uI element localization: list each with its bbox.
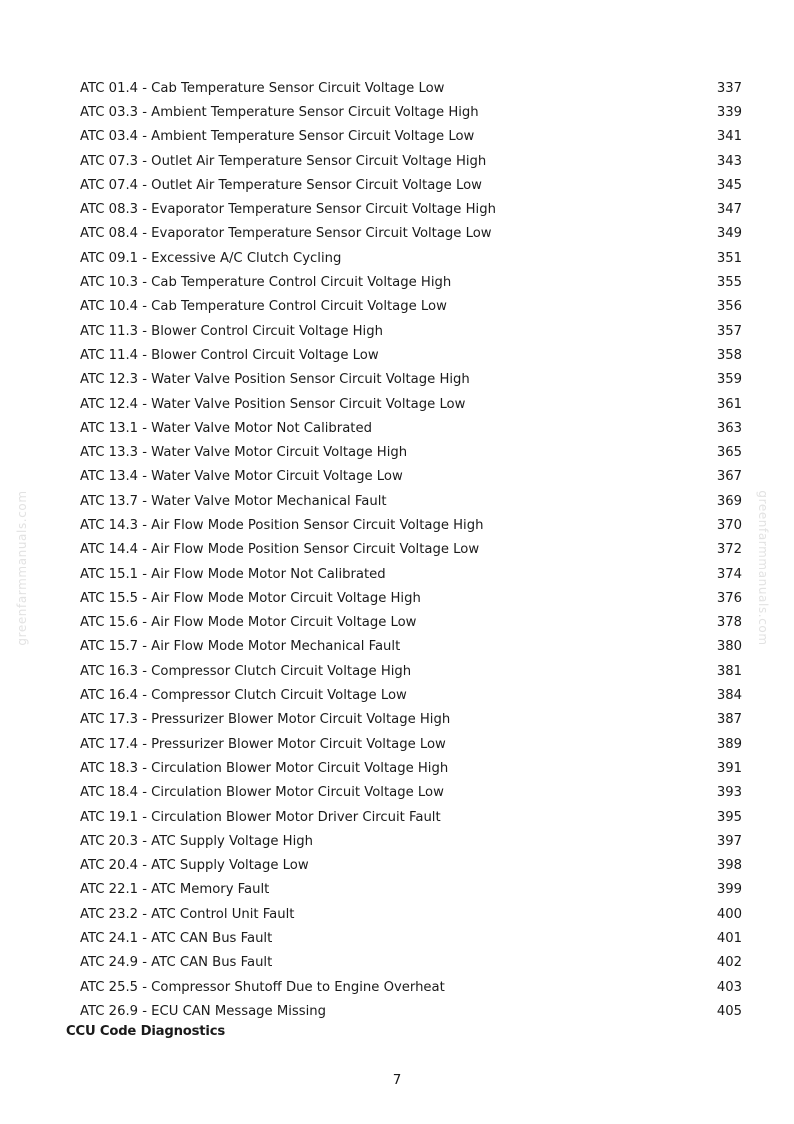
toc-entry[interactable] — [80, 319, 742, 343]
toc-entry[interactable] — [80, 951, 742, 975]
toc-entry-title: ATC 15.1 - Air Flow Mode Motor Not Calibrated — [80, 566, 386, 582]
toc-entry-title: ATC 13.1 - Water Valve Motor Not Calibrated — [80, 420, 372, 436]
toc-entry-title: ATC 10.4 - Cab Temperature Control Circuit Voltage Low — [80, 299, 447, 315]
toc-entry-title: ATC 10.3 - Cab Temperature Control Circuit Voltage High — [80, 275, 452, 291]
toc-entry[interactable] — [80, 854, 742, 878]
toc-entry-page: 355 — [716, 275, 742, 291]
section-heading[interactable]: CCU Code Diagnostics — [66, 1024, 225, 1039]
toc-entry-page: 357 — [716, 323, 742, 339]
toc-entry-title: ATC 15.7 - Air Flow Mode Motor Mechanical Fault — [80, 639, 401, 655]
toc-entry[interactable] — [80, 173, 742, 197]
toc-entry[interactable] — [80, 756, 742, 780]
toc-entry[interactable] — [80, 100, 742, 124]
toc-entry[interactable] — [80, 732, 742, 756]
toc-entry-page: 384 — [716, 688, 742, 704]
toc-entry[interactable] — [80, 781, 742, 805]
toc-entry-title: ATC 01.4 - Cab Temperature Sensor Circuit Voltage Low — [80, 80, 445, 96]
toc-entry-page: 389 — [716, 736, 742, 752]
toc-entry[interactable] — [80, 708, 742, 732]
toc-entry-page: 339 — [716, 104, 742, 120]
toc-entry[interactable] — [80, 222, 742, 246]
toc-entry-page: 400 — [716, 906, 742, 922]
toc-entry-page: 347 — [716, 202, 742, 218]
toc-entry-page: 387 — [716, 712, 742, 728]
toc-entry-title: ATC 17.3 - Pressurizer Blower Motor Circuit Voltage High — [80, 712, 451, 728]
toc-entry[interactable] — [80, 465, 742, 489]
toc-entry[interactable] — [80, 999, 742, 1023]
toc-entry[interactable] — [80, 149, 742, 173]
toc-entry[interactable] — [80, 368, 742, 392]
toc-entry-page: 397 — [716, 833, 742, 849]
toc-entry-title: ATC 15.6 - Air Flow Mode Motor Circuit Voltage Low — [80, 615, 417, 631]
table-of-contents — [80, 76, 742, 1024]
toc-entry-title: ATC 16.3 - Compressor Clutch Circuit Voltage High — [80, 663, 412, 679]
toc-entry-title: ATC 20.4 - ATC Supply Voltage Low — [80, 858, 309, 874]
toc-entry-page: 393 — [716, 785, 742, 801]
toc-entry-title: ATC 03.4 - Ambient Temperature Sensor Circuit Voltage Low — [80, 129, 475, 145]
toc-entry[interactable] — [80, 926, 742, 950]
toc-entry[interactable] — [80, 635, 742, 659]
toc-entry-page: 365 — [716, 445, 742, 461]
toc-entry-title: ATC 26.9 - ECU CAN Message Missing — [80, 1003, 327, 1019]
toc-entry[interactable] — [80, 440, 742, 464]
toc-entry-title: ATC 08.4 - Evaporator Temperature Sensor Circuit Voltage Low — [80, 226, 492, 242]
toc-entry-page: 395 — [716, 809, 742, 825]
toc-entry-page: 372 — [716, 542, 742, 558]
toc-entry-page: 363 — [716, 420, 742, 436]
toc-entry-title: ATC 11.3 - Blower Control Circuit Voltage High — [80, 323, 383, 339]
toc-entry-page: 399 — [716, 882, 742, 898]
toc-entry-page: 337 — [716, 80, 742, 96]
toc-entry-title: ATC 14.4 - Air Flow Mode Position Sensor Circuit Voltage Low — [80, 542, 480, 558]
toc-entry[interactable] — [80, 392, 742, 416]
toc-entry-page: 381 — [716, 663, 742, 679]
toc-entry-title: ATC 18.4 - Circulation Blower Motor Circuit Voltage Low — [80, 785, 444, 801]
toc-entry-page: 376 — [716, 590, 742, 606]
toc-entry-page: 361 — [716, 396, 742, 412]
toc-entry-title: ATC 18.3 - Circulation Blower Motor Circuit Voltage High — [80, 760, 449, 776]
toc-entry[interactable] — [80, 562, 742, 586]
toc-entry-title: ATC 07.4 - Outlet Air Temperature Sensor Circuit Voltage Low — [80, 177, 482, 193]
toc-entry-title: ATC 24.1 - ATC CAN Bus Fault — [80, 931, 273, 947]
toc-entry-page: 403 — [716, 979, 742, 995]
toc-entry-page: 349 — [716, 226, 742, 242]
toc-entry-title: ATC 25.5 - Compressor Shutoff Due to Engine Overheat — [80, 979, 445, 995]
toc-entry-page: 343 — [716, 153, 742, 169]
toc-entry-title: ATC 13.7 - Water Valve Motor Mechanical Fault — [80, 493, 387, 509]
toc-entry-page: 380 — [716, 639, 742, 655]
toc-entry[interactable] — [80, 416, 742, 440]
toc-entry-title: ATC 12.3 - Water Valve Position Sensor Circuit Voltage High — [80, 372, 470, 388]
watermark-left: greenfarmmanuals.com — [15, 490, 29, 646]
toc-entry-page: 374 — [716, 566, 742, 582]
toc-entry-title: ATC 13.3 - Water Valve Motor Circuit Voltage High — [80, 445, 408, 461]
toc-entry-title: ATC 03.3 - Ambient Temperature Sensor Circuit Voltage High — [80, 104, 479, 120]
toc-entry-title: ATC 15.5 - Air Flow Mode Motor Circuit Voltage High — [80, 590, 421, 606]
toc-entry[interactable] — [80, 683, 742, 707]
toc-entry[interactable] — [80, 197, 742, 221]
toc-entry-page: 345 — [716, 177, 742, 193]
toc-entry-page: 401 — [716, 931, 742, 947]
toc-entry[interactable] — [80, 270, 742, 294]
toc-entry-page: 359 — [716, 372, 742, 388]
toc-entry-title: ATC 24.9 - ATC CAN Bus Fault — [80, 955, 273, 971]
toc-entry-page: 402 — [716, 955, 742, 971]
toc-entry[interactable] — [80, 878, 742, 902]
toc-entry[interactable] — [80, 76, 742, 100]
toc-entry-page: 356 — [716, 299, 742, 315]
toc-entry-title: ATC 16.4 - Compressor Clutch Circuit Voltage Low — [80, 688, 407, 704]
toc-entry-title: ATC 11.4 - Blower Control Circuit Voltage Low — [80, 347, 379, 363]
toc-entry-page: 351 — [716, 250, 742, 266]
toc-entry-title: ATC 20.3 - ATC Supply Voltage High — [80, 833, 313, 849]
toc-entry[interactable] — [80, 538, 742, 562]
toc-entry-title: ATC 13.4 - Water Valve Motor Circuit Voltage Low — [80, 469, 403, 485]
toc-entry[interactable] — [80, 295, 742, 319]
page-number: 7 — [392, 1072, 402, 1088]
toc-entry-title: ATC 14.3 - Air Flow Mode Position Sensor Circuit Voltage High — [80, 517, 484, 533]
toc-entry[interactable] — [80, 805, 742, 829]
toc-entry[interactable] — [80, 902, 742, 926]
toc-entry[interactable] — [80, 246, 742, 270]
toc-entry-page: 358 — [716, 347, 742, 363]
toc-entry[interactable] — [80, 659, 742, 683]
toc-entry[interactable] — [80, 125, 742, 149]
toc-entry-title: ATC 07.3 - Outlet Air Temperature Sensor Circuit Voltage High — [80, 153, 487, 169]
toc-entry-page: 398 — [716, 858, 742, 874]
toc-entry-page: 378 — [716, 615, 742, 631]
toc-entry[interactable] — [80, 343, 742, 367]
toc-entry[interactable] — [80, 611, 742, 635]
toc-entry-page: 405 — [716, 1003, 742, 1019]
toc-entry[interactable] — [80, 513, 742, 537]
toc-entry-title: ATC 09.1 - Excessive A/C Clutch Cycling — [80, 250, 342, 266]
watermark-right: greenfarmmanuals.com — [756, 490, 770, 646]
toc-entry[interactable] — [80, 829, 742, 853]
toc-entry-page: 367 — [716, 469, 742, 485]
toc-entry-title: ATC 08.3 - Evaporator Temperature Sensor Circuit Voltage High — [80, 202, 496, 218]
toc-entry[interactable] — [80, 489, 742, 513]
toc-entry[interactable] — [80, 586, 742, 610]
toc-entry-page: 391 — [716, 760, 742, 776]
toc-entry-page: 341 — [716, 129, 742, 145]
toc-entry-title: ATC 17.4 - Pressurizer Blower Motor Circuit Voltage Low — [80, 736, 446, 752]
toc-entry[interactable] — [80, 975, 742, 999]
toc-entry-title: ATC 19.1 - Circulation Blower Motor Driver Circuit Fault — [80, 809, 441, 825]
toc-entry-title: ATC 22.1 - ATC Memory Fault — [80, 882, 270, 898]
toc-entry-page: 369 — [716, 493, 742, 509]
toc-entry-title: ATC 23.2 - ATC Control Unit Fault — [80, 906, 295, 922]
toc-entry-title: ATC 12.4 - Water Valve Position Sensor Circuit Voltage Low — [80, 396, 466, 412]
toc-entry-page: 370 — [716, 517, 742, 533]
